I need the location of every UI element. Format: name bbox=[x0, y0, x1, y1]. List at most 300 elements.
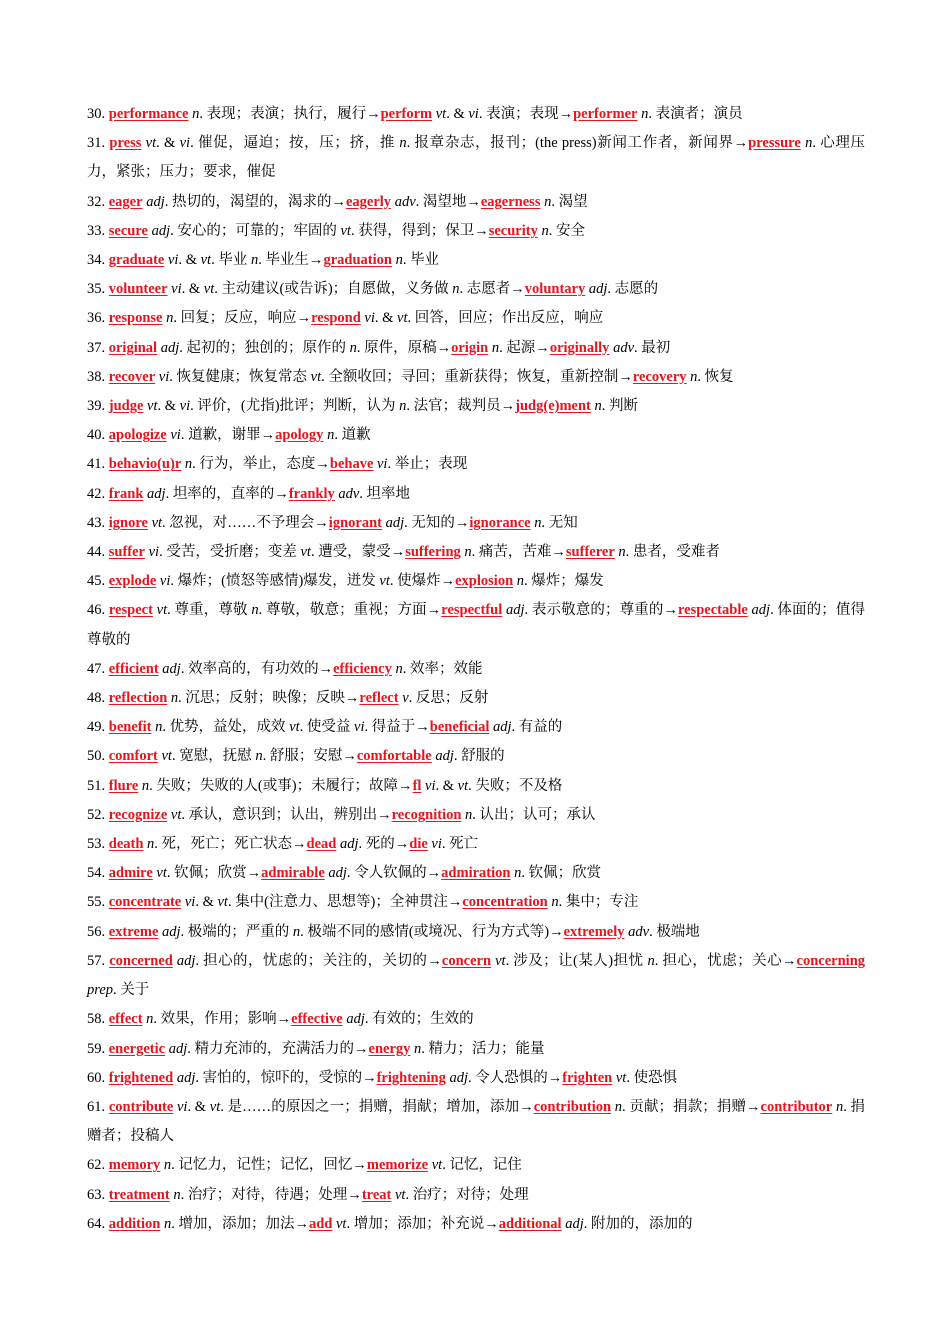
part-of-speech: adj bbox=[147, 222, 171, 239]
keyword: performer bbox=[573, 106, 638, 122]
vocab-entry bbox=[87, 246, 865, 275]
keyword: apologize bbox=[108, 427, 167, 444]
definition-text: . 热切的，渴望的，渴求的→ bbox=[164, 193, 346, 210]
part-of-speech: adj bbox=[158, 660, 181, 677]
vocab-entry bbox=[87, 1093, 865, 1151]
keyword: contribute bbox=[108, 1098, 174, 1115]
keyword: dead bbox=[306, 836, 337, 853]
definition-text: . & bbox=[181, 281, 204, 298]
part-of-speech: n bbox=[251, 602, 259, 619]
keyword: behavio(u)r bbox=[108, 456, 182, 473]
part-of-speech: vt bbox=[379, 573, 390, 590]
definition-text: . & bbox=[187, 1098, 210, 1115]
definition-text: . 起初的；独创的；原作的 bbox=[179, 339, 350, 356]
part-of-speech: vi bbox=[179, 135, 191, 152]
definition-text: . 极端的；严重的 bbox=[180, 923, 293, 940]
keyword: fl bbox=[412, 777, 422, 794]
part-of-speech: adj bbox=[165, 1040, 188, 1057]
part-of-speech: vi bbox=[421, 777, 436, 794]
part-of-speech: adv bbox=[391, 193, 416, 210]
part-of-speech: vt bbox=[141, 135, 157, 152]
keyword: judge bbox=[108, 398, 144, 415]
keyword: beneficial bbox=[429, 719, 490, 736]
definition-text: . 优势，益处，成效 bbox=[162, 719, 290, 736]
part-of-speech: adj bbox=[431, 748, 454, 765]
part-of-speech: adj bbox=[158, 923, 181, 940]
keyword: originally bbox=[549, 339, 610, 356]
part-of-speech: n bbox=[488, 339, 500, 356]
entry-number: 39. bbox=[87, 398, 106, 415]
keyword: graduation bbox=[323, 252, 392, 269]
keyword: efficiency bbox=[333, 660, 392, 677]
keyword: voluntary bbox=[524, 281, 586, 298]
part-of-speech: vt bbox=[209, 1098, 221, 1115]
definition-text: . 原件，原稿→ bbox=[356, 339, 452, 356]
definition-text: . 贡献；捐款；捐赠→ bbox=[622, 1098, 761, 1115]
definition-text: . 极端不同的感情(或境况、行为方式等)→ bbox=[300, 923, 564, 940]
vocab-entry bbox=[87, 334, 865, 363]
part-of-speech: n bbox=[138, 777, 150, 794]
entry-number: 31. bbox=[87, 135, 106, 152]
keyword: energetic bbox=[108, 1040, 166, 1057]
vocab-entry bbox=[87, 918, 865, 947]
keyword: admire bbox=[108, 865, 153, 882]
keyword: energy bbox=[368, 1040, 411, 1057]
definition-text: . 表示敬意的；尊重的→ bbox=[524, 602, 678, 619]
definition-text: . 精力；活力；能量 bbox=[421, 1040, 545, 1057]
entry-number: 46. bbox=[87, 602, 106, 619]
part-of-speech: vi bbox=[155, 368, 170, 385]
definition-text: . 起源→ bbox=[499, 339, 550, 356]
part-of-speech: adj bbox=[157, 339, 180, 356]
part-of-speech: vt bbox=[217, 894, 228, 911]
keyword: sufferer bbox=[565, 544, 615, 561]
keyword: performance bbox=[108, 106, 189, 122]
entry-number: 61. bbox=[87, 1098, 106, 1115]
definition-text: . 表现；表演；执行，履行→ bbox=[199, 106, 381, 122]
definition-text: . 表演者；演员 bbox=[648, 106, 743, 122]
definition-text: . 毕业 bbox=[402, 252, 440, 269]
vocab-entry bbox=[87, 1005, 865, 1034]
entry-number: 35. bbox=[87, 281, 106, 298]
keyword: original bbox=[108, 339, 158, 356]
keyword: secure bbox=[108, 222, 148, 239]
part-of-speech: adj bbox=[324, 865, 347, 882]
keyword: graduate bbox=[108, 252, 165, 269]
definition-text: . 治疗；对待，待遇；处理→ bbox=[180, 1186, 362, 1203]
part-of-speech: n bbox=[513, 573, 525, 590]
definition-text: . 判断 bbox=[601, 398, 638, 415]
keyword: add bbox=[308, 1215, 333, 1232]
part-of-speech: vi bbox=[166, 427, 181, 444]
definition-text: . 记忆，记住 bbox=[442, 1157, 522, 1174]
part-of-speech: vi bbox=[145, 544, 160, 561]
entry-number: 32. bbox=[87, 193, 106, 210]
part-of-speech: vt bbox=[340, 222, 351, 239]
part-of-speech: vi bbox=[427, 836, 442, 853]
definition-text: . 集中；专注 bbox=[558, 894, 639, 911]
definition-text: . 获得，得到；保卫→ bbox=[350, 222, 489, 239]
definition-text: . 舒服的 bbox=[453, 748, 505, 765]
keyword: judg(e)ment bbox=[515, 398, 591, 415]
definition-text: . 行为，举止，态度→ bbox=[192, 456, 330, 473]
part-of-speech: n bbox=[162, 310, 174, 327]
part-of-speech: vt bbox=[612, 1069, 627, 1086]
part-of-speech: v bbox=[398, 690, 409, 707]
part-of-speech: vi bbox=[354, 719, 365, 736]
definition-text: . 爆炸；爆发 bbox=[524, 573, 604, 590]
vocab-entry bbox=[87, 450, 865, 479]
definition-text: . 最初 bbox=[634, 339, 671, 356]
entry-number: 47. bbox=[87, 660, 106, 677]
part-of-speech: adj bbox=[143, 485, 166, 502]
definition-text: . 死亡 bbox=[441, 836, 479, 853]
part-of-speech: adj bbox=[173, 1069, 196, 1086]
definition-text: . 恢复健康；恢复常态 bbox=[169, 368, 311, 385]
part-of-speech: n bbox=[323, 427, 335, 444]
keyword: death bbox=[108, 836, 144, 853]
entry-number: 40. bbox=[87, 427, 106, 444]
definition-text: . & bbox=[435, 777, 458, 794]
part-of-speech: vt bbox=[152, 602, 168, 619]
part-of-speech: adj bbox=[585, 281, 608, 298]
keyword: explode bbox=[108, 573, 157, 590]
definition-text: . 痛苦，苦难→ bbox=[471, 544, 566, 561]
part-of-speech: vi bbox=[156, 573, 171, 590]
keyword: additional bbox=[498, 1215, 562, 1232]
part-of-speech: n bbox=[167, 690, 179, 707]
keyword: die bbox=[409, 836, 428, 853]
keyword: frightened bbox=[108, 1069, 174, 1086]
part-of-speech: adj bbox=[336, 836, 359, 853]
keyword: flure bbox=[108, 777, 139, 794]
vocab-entry bbox=[87, 363, 865, 392]
definition-text: . 死的→ bbox=[358, 836, 410, 853]
definition-text: . 表演；表现→ bbox=[478, 106, 574, 122]
keyword: behave bbox=[329, 456, 374, 473]
definition-text: . 附加的，添加的 bbox=[583, 1215, 693, 1232]
part-of-speech: adj bbox=[502, 602, 525, 619]
keyword: frank bbox=[108, 485, 144, 502]
definition-text: . 治疗；对待；处理 bbox=[405, 1186, 529, 1203]
keyword: respond bbox=[311, 310, 361, 327]
definition-text: . 催促，逼迫；按，压；挤，推 bbox=[190, 135, 400, 152]
entry-number: 37. bbox=[87, 339, 106, 356]
keyword: recognition bbox=[391, 806, 462, 823]
definition-text: . 回复；反应，响应→ bbox=[173, 310, 312, 327]
part-of-speech: n bbox=[832, 1098, 844, 1115]
keyword: suffer bbox=[108, 544, 145, 561]
definition-text: . 涉及；让(某人)担忧 bbox=[505, 952, 648, 969]
part-of-speech: n bbox=[349, 339, 357, 356]
entry-number: 34. bbox=[87, 252, 106, 269]
part-of-speech: n bbox=[452, 281, 460, 298]
keyword: eager bbox=[108, 193, 143, 210]
part-of-speech: vt bbox=[167, 806, 182, 823]
part-of-speech: n bbox=[547, 894, 559, 911]
definition-text: . 评价，(尤指)批评；判断，认为 bbox=[190, 398, 400, 415]
part-of-speech: vi bbox=[373, 456, 388, 473]
keyword: concern bbox=[441, 952, 492, 969]
part-of-speech: n bbox=[410, 1040, 422, 1057]
definition-text: . 是……的原因之一；捐赠，捐献；增加，添加→ bbox=[220, 1098, 534, 1115]
part-of-speech: n bbox=[530, 514, 542, 531]
part-of-speech: vt bbox=[432, 106, 447, 122]
keyword: concentration bbox=[462, 894, 548, 911]
definition-text: . 反思；反射 bbox=[408, 690, 489, 707]
definition-text: . 道歉，谢罪→ bbox=[180, 427, 276, 444]
part-of-speech: n bbox=[391, 660, 403, 677]
keyword: frighten bbox=[562, 1069, 613, 1086]
definition-text: . 遭受，蒙受→ bbox=[310, 544, 406, 561]
keyword: contribution bbox=[533, 1098, 612, 1115]
keyword: admirable bbox=[261, 865, 325, 882]
entry-number: 63. bbox=[87, 1186, 106, 1203]
keyword: respectable bbox=[677, 602, 748, 619]
vocab-entry bbox=[87, 801, 865, 830]
part-of-speech: adj bbox=[445, 1069, 469, 1086]
part-of-speech: adj bbox=[142, 193, 165, 210]
entry-number: 45. bbox=[87, 573, 106, 590]
definition-text: . 宽慰，抚慰 bbox=[171, 748, 256, 765]
definition-text: . 法官；裁判员→ bbox=[406, 398, 516, 415]
part-of-speech: n bbox=[399, 135, 407, 152]
keyword: concentrate bbox=[108, 894, 182, 911]
definition-text: . 道歉 bbox=[334, 427, 371, 444]
part-of-speech: n bbox=[800, 135, 813, 152]
part-of-speech: n bbox=[647, 952, 655, 969]
keyword: recognize bbox=[108, 806, 168, 823]
keyword: memory bbox=[108, 1157, 161, 1174]
part-of-speech: n bbox=[169, 1186, 181, 1203]
vocab-entry bbox=[87, 129, 865, 187]
keyword: respect bbox=[108, 602, 153, 619]
definition-text: . 沉思；反射；映像；反映→ bbox=[178, 690, 360, 707]
part-of-speech: n bbox=[188, 106, 200, 122]
entry-number: 59. bbox=[87, 1040, 106, 1057]
entry-number: 49. bbox=[87, 719, 106, 736]
entry-number: 42. bbox=[87, 485, 106, 502]
vocab-entry bbox=[87, 217, 865, 246]
keyword: eagerly bbox=[345, 193, 392, 210]
vocab-entry bbox=[87, 859, 865, 888]
entry-number: 43. bbox=[87, 514, 106, 531]
part-of-speech: vt bbox=[203, 281, 215, 298]
definition-text: . 失败；失败的人(或事)；未履行；故障→ bbox=[149, 777, 413, 794]
entry-number: 51. bbox=[87, 777, 106, 794]
keyword: apology bbox=[275, 427, 324, 444]
keyword: treat bbox=[361, 1186, 392, 1203]
entry-number: 41. bbox=[87, 456, 106, 473]
entry-number: 52. bbox=[87, 806, 106, 823]
definition-text: . 忽视，对……不予理会→ bbox=[162, 514, 329, 531]
keyword: memorize bbox=[366, 1157, 429, 1174]
entry-number: 58. bbox=[87, 1011, 106, 1028]
vocab-entry bbox=[87, 1064, 865, 1093]
entry-number: 62. bbox=[87, 1157, 106, 1174]
entry-number: 64. bbox=[87, 1215, 106, 1232]
part-of-speech: adj bbox=[747, 602, 771, 619]
definition-text: . 回答，回应；作出反应，响应 bbox=[407, 310, 604, 327]
keyword: ignorance bbox=[469, 514, 531, 531]
definition-text: . 志愿的 bbox=[607, 281, 659, 298]
part-of-speech: n bbox=[637, 106, 649, 122]
entry-number: 50. bbox=[87, 748, 106, 765]
keyword: pressure bbox=[748, 135, 801, 152]
keyword: effect bbox=[108, 1011, 143, 1028]
definition-text: . 渴望地→ bbox=[415, 193, 481, 210]
keyword: benefit bbox=[108, 719, 152, 736]
vocab-entry bbox=[87, 947, 865, 1005]
definition-text: . 使恐惧 bbox=[626, 1069, 678, 1086]
vocab-entry bbox=[87, 1151, 865, 1180]
definition-text: . 精力充沛的，充满活力的→ bbox=[187, 1040, 369, 1057]
vocab-entry bbox=[87, 538, 865, 567]
keyword: eagerness bbox=[480, 193, 541, 210]
part-of-speech: n bbox=[181, 456, 193, 473]
vocab-entry bbox=[87, 742, 865, 771]
definition-text: . 增加，添加；加法→ bbox=[171, 1215, 309, 1232]
keyword: suffering bbox=[405, 544, 461, 561]
definition-text: . 认出；认可；承认 bbox=[472, 806, 596, 823]
keyword: concerned bbox=[109, 952, 173, 969]
part-of-speech: adj bbox=[381, 514, 405, 531]
vocab-entry bbox=[87, 713, 865, 742]
definition-text: . 捐赠者；投稿人 bbox=[87, 1098, 866, 1145]
keyword: ignorant bbox=[328, 514, 382, 531]
part-of-speech: vi bbox=[167, 281, 182, 298]
part-of-speech: vt bbox=[300, 544, 311, 561]
keyword: perform bbox=[380, 106, 433, 122]
keyword: volunteer bbox=[108, 281, 168, 298]
entry-number: 56. bbox=[87, 923, 106, 940]
definition-text: . 使爆炸→ bbox=[389, 573, 456, 590]
vocab-entry bbox=[87, 655, 865, 684]
keyword: respectful bbox=[441, 602, 503, 619]
part-of-speech: n bbox=[391, 252, 403, 269]
keyword: recovery bbox=[632, 368, 687, 385]
definition-text: . & bbox=[195, 894, 218, 911]
definition-text: . 主动建议(或告诉)；自愿做，义务做 bbox=[214, 281, 453, 298]
part-of-speech: prep bbox=[87, 982, 114, 999]
vocab-entry bbox=[87, 772, 865, 801]
keyword: press bbox=[109, 135, 142, 152]
part-of-speech: vt bbox=[289, 719, 300, 736]
keyword: effective bbox=[291, 1011, 343, 1028]
part-of-speech: vt bbox=[310, 368, 322, 385]
entry-number: 48. bbox=[87, 690, 106, 707]
part-of-speech: vi bbox=[468, 106, 479, 122]
definition-text: . 效率；效能 bbox=[402, 660, 483, 677]
part-of-speech: vi bbox=[173, 1098, 188, 1115]
definition-text: . 坦率地 bbox=[359, 485, 411, 502]
keyword: explosion bbox=[455, 573, 514, 590]
part-of-speech: vi bbox=[164, 252, 179, 269]
keyword: reflect bbox=[359, 690, 399, 707]
part-of-speech: n bbox=[611, 1098, 623, 1115]
definition-text: . 渴望 bbox=[551, 193, 588, 210]
definition-text: . 无知的→ bbox=[404, 514, 470, 531]
entry-number: 54. bbox=[87, 865, 106, 882]
definition-text: . & bbox=[178, 252, 201, 269]
vocab-entry bbox=[87, 100, 865, 129]
definition-text: . 有益的 bbox=[511, 719, 563, 736]
part-of-speech: n bbox=[686, 368, 698, 385]
vocab-entry bbox=[87, 480, 865, 509]
part-of-speech: vt bbox=[200, 252, 212, 269]
part-of-speech: n bbox=[160, 1157, 172, 1174]
vocab-entry bbox=[87, 888, 865, 917]
definition-text: . 钦佩；欣赏 bbox=[521, 865, 602, 882]
keyword: addition bbox=[108, 1215, 161, 1232]
definition-text: . 极端地 bbox=[649, 923, 700, 940]
part-of-speech: vi bbox=[360, 310, 375, 327]
definition-text: . 无知 bbox=[541, 514, 578, 531]
vocab-entry bbox=[87, 304, 865, 333]
definition-text: . 安全 bbox=[548, 222, 585, 239]
part-of-speech: vt bbox=[397, 310, 408, 327]
part-of-speech: adj bbox=[561, 1215, 584, 1232]
definition-text: . 令人恐惧的→ bbox=[468, 1069, 563, 1086]
vocab-entry bbox=[87, 1181, 865, 1210]
definition-text: . 全额收回；寻回；重新获得；恢复，重新控制→ bbox=[321, 368, 633, 385]
definition-text: . 安心的；可靠的；牢固的 bbox=[170, 222, 341, 239]
definition-text: . 死，死亡；死亡状态→ bbox=[154, 836, 307, 853]
part-of-speech: n bbox=[590, 398, 602, 415]
definition-text: . & bbox=[156, 135, 180, 152]
part-of-speech: n bbox=[250, 252, 259, 269]
keyword: admiration bbox=[441, 865, 511, 882]
part-of-speech: n bbox=[292, 923, 301, 940]
definition-text: . & bbox=[446, 106, 469, 122]
vocab-entry bbox=[87, 684, 865, 713]
keyword: frightening bbox=[376, 1069, 446, 1086]
entry-number: 55. bbox=[87, 894, 106, 911]
part-of-speech: n bbox=[399, 398, 407, 415]
definition-text: . 记忆力，记性；记忆，回忆→ bbox=[171, 1157, 367, 1174]
keyword: efficient bbox=[108, 660, 159, 677]
definition-text: . 毕业生→ bbox=[258, 252, 324, 269]
keyword: ignore bbox=[108, 514, 148, 531]
keyword: extreme bbox=[108, 923, 159, 940]
entry-number: 53. bbox=[87, 836, 106, 853]
part-of-speech: adj bbox=[489, 719, 512, 736]
keyword: treatment bbox=[108, 1186, 170, 1203]
definition-text: . 舒服；安慰→ bbox=[262, 748, 357, 765]
part-of-speech: vt bbox=[332, 1215, 347, 1232]
part-of-speech: n bbox=[160, 1215, 172, 1232]
keyword: frankly bbox=[288, 485, 335, 502]
part-of-speech: n bbox=[537, 222, 549, 239]
part-of-speech: vi bbox=[181, 894, 196, 911]
part-of-speech: vt bbox=[157, 748, 172, 765]
definition-text: . 关于 bbox=[113, 982, 150, 999]
keyword: comfort bbox=[108, 748, 158, 765]
definition-text: . & bbox=[374, 310, 398, 327]
part-of-speech: n bbox=[255, 748, 263, 765]
entry-number: 38. bbox=[87, 368, 106, 385]
keyword: security bbox=[488, 222, 538, 239]
definition-text: . 集中(注意力、思想等)；全神贯注→ bbox=[227, 894, 463, 911]
part-of-speech: n bbox=[460, 544, 472, 561]
definition-text: . 效率高的，有功效的→ bbox=[180, 660, 334, 677]
entry-number: 57. bbox=[87, 952, 106, 969]
definition-text: . 举止；表现 bbox=[387, 456, 468, 473]
definition-text: . 爆炸；(愤怒等感情)爆发，迸发 bbox=[170, 573, 380, 590]
keyword: response bbox=[108, 310, 163, 327]
vocab-entry bbox=[87, 392, 865, 421]
part-of-speech: adj bbox=[172, 952, 196, 969]
